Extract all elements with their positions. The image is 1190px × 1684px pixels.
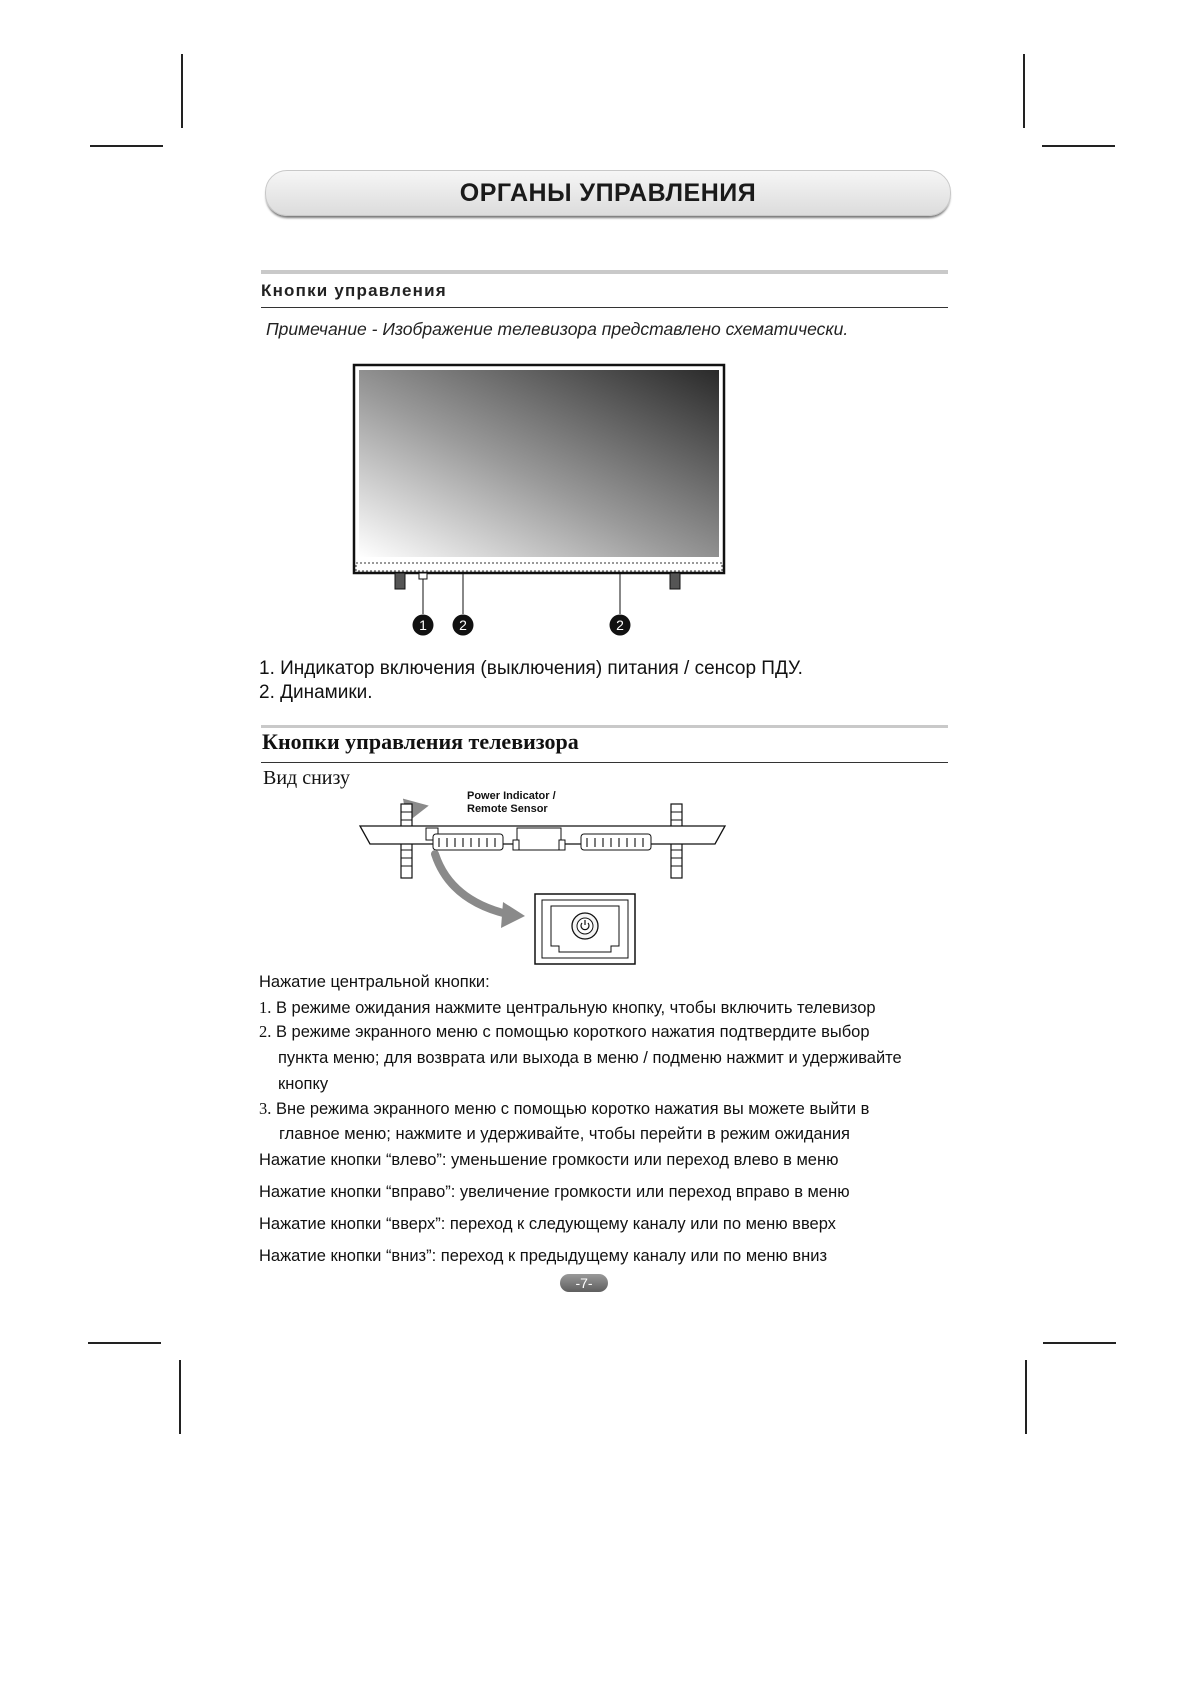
- page-number: -7-: [560, 1274, 608, 1292]
- list-item-number: 1.: [259, 998, 272, 1017]
- page-title-bar: [265, 170, 951, 216]
- crop-mark: [1042, 145, 1115, 147]
- section-underline: [261, 762, 948, 763]
- speaker-grille-left: [433, 834, 503, 850]
- callout-2b-label: 2: [616, 617, 624, 633]
- callout-2a-label: 2: [459, 617, 467, 633]
- button-press-up: Нажатие кнопки “вверх”: переход к следующему каналу или по меню вверх: [259, 1215, 836, 1233]
- section-rule: [261, 270, 948, 274]
- note-text: Примечание - Изображение телевизора представлено схематически.: [266, 319, 849, 339]
- view-label: Вид снизу: [263, 767, 350, 789]
- list-item-number: 2.: [259, 1022, 272, 1041]
- crop-mark: [179, 1360, 181, 1434]
- crop-mark: [1023, 54, 1025, 128]
- list-item-continuation: пункта меню; для возврата или выхода в меню / подменю нажмит и удерживайте: [278, 1049, 902, 1067]
- power-sensor-mark: [419, 573, 427, 579]
- button-press-down: Нажатие кнопки “вниз”: переход к предыдущему каналу или по меню вниз: [259, 1247, 828, 1265]
- section-underline: [261, 307, 948, 308]
- crop-mark: [1025, 1360, 1027, 1434]
- sensor-label-line2: Remote Sensor: [467, 803, 548, 815]
- speaker-grille-right: [581, 834, 651, 850]
- tv-screen: [359, 370, 719, 557]
- list-item: [259, 1022, 870, 1042]
- list-item: [259, 1099, 869, 1119]
- button-press-right: Нажатие кнопки “вправо”: увеличение громкости или переход вправо в меню: [259, 1183, 850, 1201]
- list-item-continuation: кнопку: [278, 1075, 329, 1093]
- tv-foot-left: [395, 573, 405, 589]
- tv-front-diagram: [350, 362, 730, 642]
- tv-foot-right: [670, 573, 680, 589]
- list-item-text: В режиме экранного меню с помощью короткого нажатия подтвердите выбор: [275, 1023, 870, 1041]
- list-item: [259, 998, 876, 1018]
- tv-bottom-view-diagram: [355, 788, 735, 968]
- page-title: ОРГАНЫ УПРАВЛЕНИЯ: [459, 179, 757, 207]
- list-item-text: В режиме ожидания нажмите центральную кнопку, чтобы включить телевизор: [275, 999, 876, 1017]
- section-heading: Кнопки управления: [261, 281, 447, 300]
- crop-mark: [90, 145, 163, 147]
- button-press-left: Нажатие кнопки “влево”: уменьшение громкости или переход влево в меню: [259, 1151, 839, 1169]
- crop-mark: [181, 54, 183, 128]
- list-item-number: 3.: [259, 1099, 272, 1118]
- crop-mark: [1043, 1342, 1116, 1344]
- legend-item-2: 2. Динамики.: [259, 682, 373, 703]
- list-item-continuation: главное меню; нажмите и удерживайте, чтобы перейти в режим ожидания: [279, 1125, 850, 1143]
- legend-item-1: 1. Индикатор включения (выключения) питания / сенсор ПДУ.: [259, 658, 803, 679]
- crop-mark: [88, 1342, 161, 1344]
- list-item-text: Вне режима экранного меню с помощью коротко нажатия вы можете выйти в: [275, 1100, 870, 1118]
- intro-text: Нажатие центральной кнопки:: [259, 973, 490, 991]
- section-heading: Кнопки управления телевизора: [262, 729, 579, 754]
- callout-1-label: 1: [419, 617, 427, 633]
- tv-bottom-strip: [356, 563, 722, 571]
- sensor-label-line1: Power Indicator /: [467, 790, 556, 802]
- zoom-arrow: [435, 854, 507, 914]
- section-rule: [261, 725, 948, 728]
- center-stand: [517, 828, 561, 850]
